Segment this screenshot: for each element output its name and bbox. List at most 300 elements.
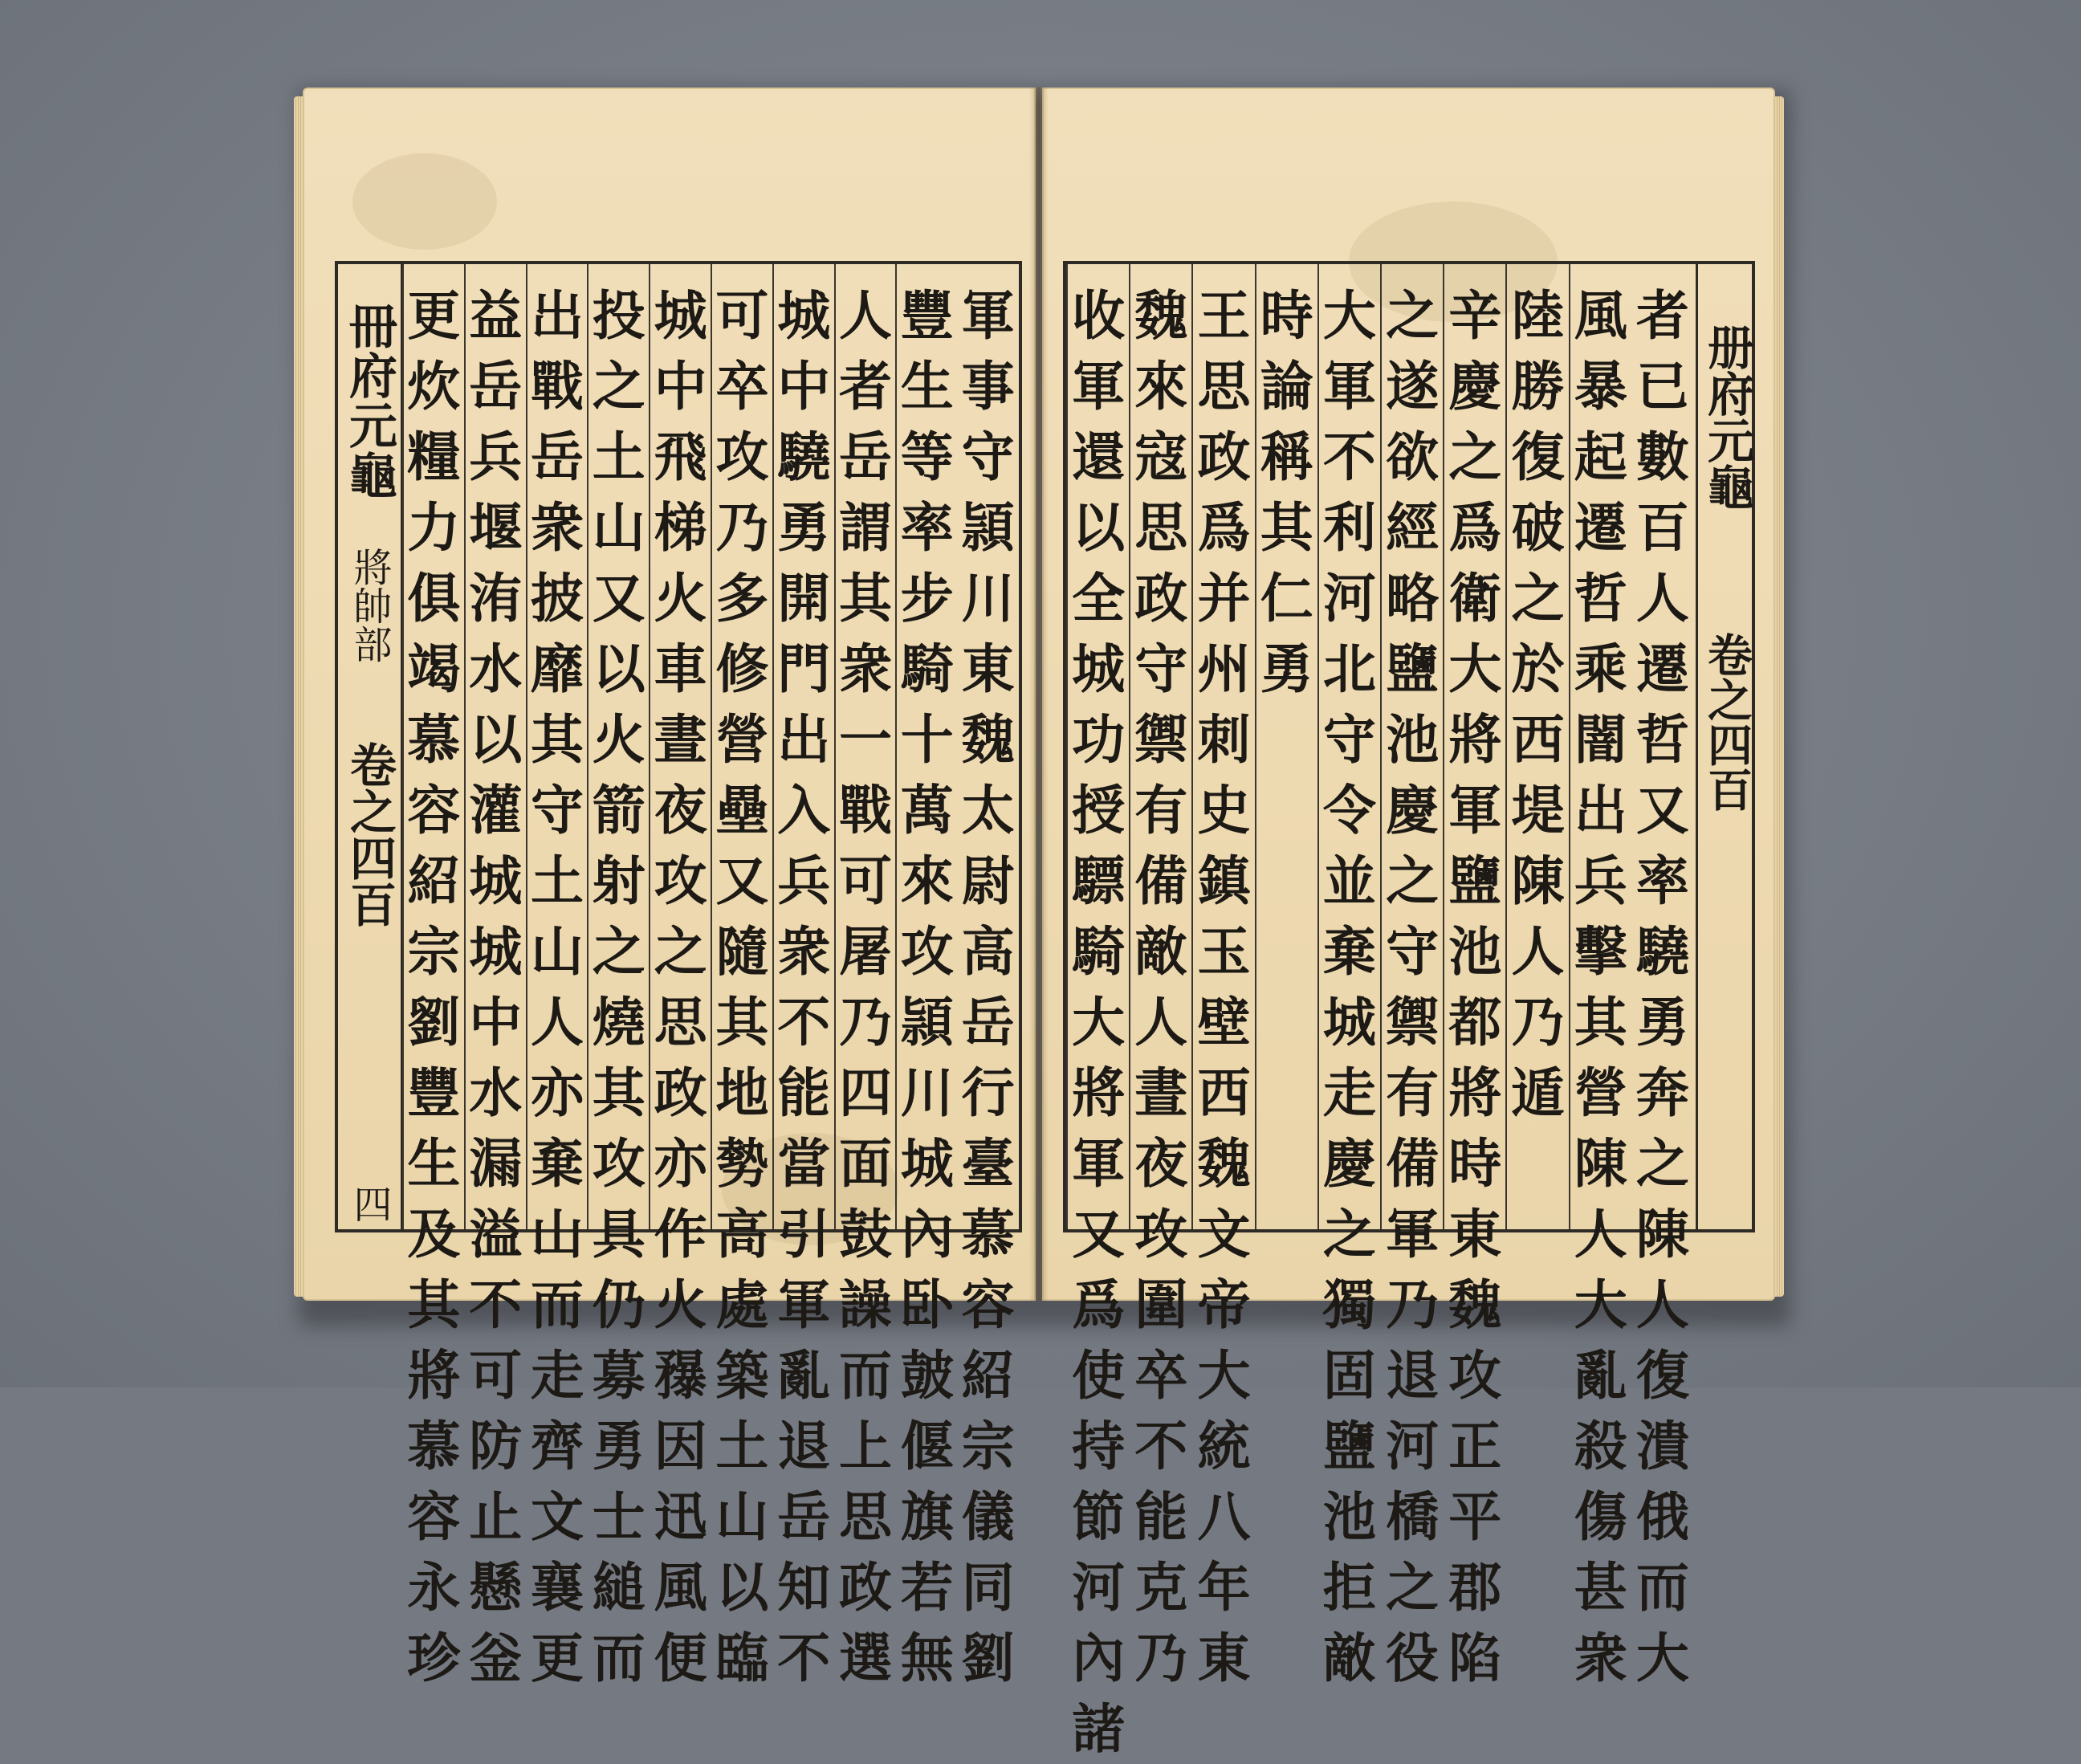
- text-character: 門: [777, 638, 831, 700]
- margin-volume: 卷之四百: [342, 741, 397, 927]
- text-character: 其: [407, 1273, 461, 1336]
- text-character: 騎: [900, 638, 954, 700]
- text-column: [649, 264, 711, 1689]
- text-character: 火: [592, 708, 645, 771]
- text-character: 走: [530, 1344, 584, 1407]
- text-character: 山: [530, 920, 584, 983]
- text-character: 竭: [407, 638, 461, 700]
- text-character: 岳: [838, 426, 892, 488]
- text-character: 使: [1072, 1344, 1126, 1407]
- text-character: 東: [1448, 1203, 1502, 1265]
- text-character: 便: [654, 1627, 707, 1689]
- text-character: 迅: [654, 1485, 707, 1548]
- text-character: 來: [900, 849, 954, 912]
- text-character: 文: [1197, 1203, 1251, 1265]
- text-character: 不: [777, 991, 831, 1053]
- text-character: 退: [777, 1415, 831, 1477]
- text-character: 洧: [469, 567, 523, 629]
- text-character: 鹽: [1386, 638, 1440, 700]
- text-character: 諸: [1072, 1697, 1126, 1760]
- text-character: 力: [407, 496, 461, 559]
- text-character: 慕: [407, 708, 461, 771]
- text-character: 以: [469, 708, 523, 771]
- text-character: 行: [961, 1061, 1015, 1124]
- text-character: 軍: [1448, 779, 1502, 841]
- text-character: 以: [715, 1556, 769, 1619]
- text-character: 而: [838, 1344, 892, 1407]
- text-character: 益: [469, 284, 523, 347]
- text-character: 修: [715, 638, 769, 700]
- text-character: 旗: [900, 1485, 954, 1548]
- right-margin-column: [1699, 264, 1755, 1229]
- text-character: 豐: [407, 1061, 461, 1124]
- text-character: 城: [469, 920, 523, 983]
- text-character: 利: [1322, 496, 1376, 559]
- text-character: 太: [961, 779, 1015, 841]
- text-character: 慶: [1448, 355, 1502, 418]
- text-character: 池: [1448, 920, 1502, 983]
- text-character: 紹: [961, 1344, 1015, 1407]
- text-character: 宗: [961, 1415, 1015, 1477]
- text-character: 哲: [1635, 708, 1689, 771]
- text-character: 人: [1635, 567, 1689, 629]
- text-character: 一: [838, 708, 892, 771]
- text-character: 城: [1072, 638, 1126, 700]
- text-character: 尉: [961, 849, 1015, 912]
- text-character: 岳: [530, 426, 584, 488]
- text-character: 東: [961, 638, 1015, 700]
- text-character: 魏: [961, 708, 1015, 771]
- text-character: 等: [900, 426, 954, 488]
- text-character: 殺: [1574, 1415, 1627, 1477]
- text-character: 政: [1134, 567, 1188, 629]
- text-character: 以: [592, 638, 645, 700]
- text-character: 衆: [838, 638, 892, 700]
- text-character: 池: [1322, 1485, 1376, 1548]
- text-character: 河: [1386, 1415, 1440, 1477]
- text-character: 功: [1072, 708, 1126, 771]
- text-character: 士: [592, 1485, 645, 1548]
- text-character: 之: [1322, 1203, 1376, 1265]
- text-character: 略: [1386, 567, 1440, 629]
- text-character: 山: [715, 1485, 769, 1548]
- text-character: 城: [900, 1132, 954, 1195]
- text-character: 之: [1635, 1132, 1689, 1195]
- text-character: 披: [530, 567, 584, 629]
- text-character: 又: [1635, 779, 1689, 841]
- text-character: 城: [777, 284, 831, 347]
- text-character: 岳: [777, 1485, 831, 1548]
- text-character: 更: [530, 1627, 584, 1689]
- text-character: 其: [1260, 496, 1313, 559]
- text-character: 文: [530, 1485, 584, 1548]
- text-character: 炊: [407, 355, 461, 418]
- text-character: 及: [407, 1203, 461, 1265]
- book-gutter: [1029, 88, 1049, 1301]
- text-character: 築: [715, 1344, 769, 1407]
- text-character: 譟: [838, 1273, 892, 1336]
- text-character: 作: [654, 1203, 707, 1265]
- text-character: 皷: [900, 1344, 954, 1407]
- text-character: 軍: [1072, 355, 1126, 418]
- text-character: 軍: [777, 1273, 831, 1336]
- margin-title: 册府元龜: [1700, 324, 1754, 510]
- text-character: 營: [1574, 1061, 1627, 1124]
- text-character: 年: [1197, 1556, 1251, 1619]
- text-character: 克: [1134, 1556, 1188, 1619]
- text-character: 謂: [838, 496, 892, 559]
- text-character: 亦: [654, 1132, 707, 1195]
- text-character: 思: [654, 991, 707, 1053]
- text-character: 攻: [900, 920, 954, 983]
- text-character: 生: [900, 355, 954, 418]
- text-character: 豐: [900, 284, 954, 347]
- text-character: 役: [1386, 1627, 1440, 1689]
- text-character: 劉: [961, 1627, 1015, 1689]
- text-character: 大: [1322, 284, 1376, 347]
- text-character: 衆: [777, 920, 831, 983]
- text-character: 兵: [777, 849, 831, 912]
- text-character: 爲: [1072, 1273, 1126, 1336]
- text-character: 入: [777, 779, 831, 841]
- text-character: 臺: [961, 1132, 1015, 1195]
- text-character: 西: [1197, 1061, 1251, 1124]
- text-character: 事: [961, 355, 1015, 418]
- text-character: 高: [715, 1203, 769, 1265]
- text-character: 內: [900, 1203, 954, 1265]
- text-character: 備: [1134, 849, 1188, 912]
- text-character: 來: [1134, 355, 1188, 418]
- text-character: 破: [1511, 496, 1565, 559]
- text-character: 人: [1511, 920, 1565, 983]
- margin-rule: [1696, 264, 1698, 1229]
- text-character: 當: [777, 1132, 831, 1195]
- text-character: 以: [1072, 496, 1126, 559]
- text-character: 防: [469, 1415, 523, 1477]
- text-character: 暴: [1574, 355, 1627, 418]
- text-character: 遂: [1386, 355, 1440, 418]
- text-character: 土: [592, 426, 645, 488]
- text-character: 頴: [900, 991, 954, 1053]
- right-text-frame: [1063, 261, 1755, 1760]
- text-column: [1191, 264, 1254, 1689]
- text-character: 驍: [777, 426, 831, 488]
- text-column: [1066, 264, 1129, 1760]
- text-character: 懸: [469, 1556, 523, 1619]
- margin-folio: 四: [347, 1184, 392, 1223]
- text-character: 刺: [1197, 708, 1251, 771]
- text-character: 容: [407, 779, 461, 841]
- text-character: 風: [1574, 284, 1627, 347]
- text-character: 能: [1134, 1485, 1188, 1548]
- text-character: 者: [838, 355, 892, 418]
- text-character: 風: [654, 1556, 707, 1619]
- text-character: 劉: [407, 991, 461, 1053]
- text-character: 䂍: [654, 1344, 707, 1407]
- text-character: 慶: [1322, 1132, 1376, 1195]
- text-character: 軍: [1386, 1203, 1440, 1265]
- text-character: 潰: [1635, 1415, 1689, 1477]
- text-character: 之: [1386, 1556, 1440, 1619]
- text-character: 飛: [654, 426, 707, 488]
- text-character: 出: [777, 708, 831, 771]
- text-character: 萬: [900, 779, 954, 841]
- text-character: 燒: [592, 991, 645, 1053]
- text-character: 縋: [592, 1556, 645, 1619]
- text-character: 復: [1635, 1344, 1689, 1407]
- text-character: 兵: [469, 426, 523, 488]
- text-character: 鹽: [1322, 1415, 1376, 1477]
- text-character: 之: [592, 355, 645, 418]
- text-character: 中: [777, 355, 831, 418]
- text-character: 夜: [654, 779, 707, 841]
- text-character: 卧: [900, 1273, 954, 1336]
- text-character: 火: [654, 567, 707, 629]
- text-column: [1317, 264, 1380, 1689]
- text-character: 思: [1134, 496, 1188, 559]
- text-character: 開: [777, 567, 831, 629]
- text-character: 魏: [1448, 1273, 1502, 1336]
- text-character: 川: [900, 1061, 954, 1124]
- text-character: 稱: [1260, 426, 1313, 488]
- text-character: 靡: [530, 638, 584, 700]
- text-character: 鹽: [1448, 849, 1502, 912]
- text-character: 若: [900, 1556, 954, 1619]
- text-character: 者: [1635, 284, 1689, 347]
- text-character: 都: [1448, 991, 1502, 1053]
- text-character: 攻: [715, 426, 769, 488]
- text-character: 之: [1448, 426, 1502, 488]
- text-character: 之: [1386, 849, 1440, 912]
- text-character: 持: [1072, 1415, 1126, 1477]
- text-character: 數: [1635, 426, 1689, 488]
- text-character: 軍: [1072, 1132, 1126, 1195]
- text-character: 人: [1134, 991, 1188, 1053]
- text-character: 止: [469, 1485, 523, 1548]
- text-character: 還: [1072, 426, 1126, 488]
- text-character: 棄: [1322, 920, 1376, 983]
- text-character: 之: [592, 920, 645, 983]
- text-character: 壁: [1197, 991, 1251, 1053]
- text-character: 其: [1574, 991, 1627, 1053]
- text-column: [1569, 264, 1631, 1689]
- text-character: 陳: [1635, 1203, 1689, 1265]
- text-character: 令: [1322, 779, 1376, 841]
- text-character: 乃: [1386, 1273, 1440, 1336]
- text-character: 時: [1260, 284, 1313, 347]
- text-character: 慶: [1386, 779, 1440, 841]
- text-character: 又: [592, 567, 645, 629]
- text-character: 車: [654, 638, 707, 700]
- text-column: [1255, 264, 1317, 1229]
- text-character: 卒: [715, 355, 769, 418]
- text-character: 政: [1197, 426, 1251, 488]
- text-character: 攻: [1448, 1344, 1502, 1407]
- text-character: 圍: [1134, 1273, 1188, 1336]
- text-character: 八: [1197, 1485, 1251, 1548]
- text-character: 哲: [1574, 567, 1627, 629]
- text-character: 授: [1072, 779, 1126, 841]
- text-character: 岳: [961, 991, 1015, 1053]
- text-character: 百: [1635, 496, 1689, 559]
- text-character: 其: [592, 1061, 645, 1124]
- text-character: 攻: [1134, 1203, 1188, 1265]
- text-character: 梯: [654, 496, 707, 559]
- text-character: 夜: [1134, 1132, 1188, 1195]
- text-character: 史: [1197, 779, 1251, 841]
- text-character: 大: [1574, 1273, 1627, 1336]
- text-character: 退: [1386, 1344, 1440, 1407]
- text-character: 乃: [838, 991, 892, 1053]
- text-character: 有: [1134, 779, 1188, 841]
- text-character: 中: [654, 355, 707, 418]
- text-character: 不: [777, 1627, 831, 1689]
- text-character: 齊: [530, 1415, 584, 1477]
- text-character: 於: [1511, 638, 1565, 700]
- text-character: 陳: [1574, 1132, 1627, 1195]
- text-character: 多: [715, 567, 769, 629]
- text-character: 同: [961, 1556, 1015, 1619]
- left-text-frame: [335, 261, 1022, 1689]
- text-character: 可: [469, 1344, 523, 1407]
- text-character: 俄: [1635, 1485, 1689, 1548]
- text-character: 固: [1322, 1344, 1376, 1407]
- text-character: 壘: [715, 779, 769, 841]
- text-character: 并: [1197, 567, 1251, 629]
- text-character: 復: [1511, 426, 1565, 488]
- text-character: 守: [1386, 920, 1440, 983]
- text-character: 守: [1134, 638, 1188, 700]
- text-character: 步: [900, 567, 954, 629]
- margin-volume: 卷之四百: [1700, 632, 1753, 812]
- text-character: 攻: [654, 849, 707, 912]
- text-character: 思: [1197, 355, 1251, 418]
- text-character: 擊: [1574, 920, 1627, 983]
- text-character: 思: [838, 1485, 892, 1548]
- text-character: 衛: [1448, 567, 1502, 629]
- text-character: 土: [530, 849, 584, 912]
- text-character: 敵: [1322, 1627, 1376, 1689]
- text-character: 拒: [1322, 1556, 1376, 1619]
- text-character: 之: [654, 920, 707, 983]
- text-character: 之: [1511, 567, 1565, 629]
- text-character: 亂: [1574, 1344, 1627, 1407]
- text-character: 城: [654, 284, 707, 347]
- text-character: 營: [715, 708, 769, 771]
- text-character: 備: [1386, 1132, 1440, 1195]
- text-character: 遷: [1635, 638, 1689, 700]
- text-character: 起: [1574, 426, 1627, 488]
- text-character: 儀: [961, 1485, 1015, 1548]
- text-character: 生: [407, 1132, 461, 1195]
- text-character: 已: [1635, 355, 1689, 418]
- text-character: 投: [592, 284, 645, 347]
- text-character: 而: [1635, 1556, 1689, 1619]
- text-character: 將: [1448, 1061, 1502, 1124]
- text-character: 帝: [1197, 1273, 1251, 1336]
- text-character: 騎: [1072, 920, 1126, 983]
- text-column: [402, 264, 464, 1689]
- text-character: 守: [961, 426, 1015, 488]
- text-character: 上: [838, 1415, 892, 1477]
- text-character: 政: [838, 1556, 892, 1619]
- text-character: 戰: [838, 779, 892, 841]
- text-character: 慕: [407, 1415, 461, 1477]
- text-character: 甚: [1574, 1556, 1627, 1619]
- text-character: 棄: [530, 1132, 584, 1195]
- text-character: 不: [1322, 426, 1376, 488]
- text-character: 戰: [530, 355, 584, 418]
- text-character: 山: [530, 1203, 584, 1265]
- text-character: 面: [838, 1132, 892, 1195]
- text-character: 城: [469, 849, 523, 912]
- text-character: 隨: [715, 920, 769, 983]
- text-character: 收: [1072, 284, 1126, 347]
- text-character: 西: [1511, 708, 1565, 771]
- text-character: 臨: [715, 1627, 769, 1689]
- text-character: 人: [838, 284, 892, 347]
- text-character: 乃: [715, 496, 769, 559]
- text-character: 晝: [1134, 1061, 1188, 1124]
- text-character: 河: [1072, 1556, 1126, 1619]
- text-character: 仁: [1260, 567, 1313, 629]
- text-character: 處: [715, 1273, 769, 1336]
- text-character: 出: [1574, 779, 1627, 841]
- text-character: 欲: [1386, 426, 1440, 488]
- text-character: 率: [900, 496, 954, 559]
- text-character: 禦: [1134, 708, 1188, 771]
- paper-stain: [352, 153, 497, 250]
- text-column: [1380, 264, 1443, 1689]
- text-character: 出: [530, 284, 584, 347]
- text-character: 內: [1072, 1627, 1126, 1689]
- text-character: 驃: [1072, 849, 1126, 912]
- text-character: 並: [1322, 849, 1376, 912]
- text-character: 大: [1448, 638, 1502, 700]
- text-character: 溢: [469, 1203, 523, 1265]
- text-character: 火: [654, 1273, 707, 1336]
- text-character: 將: [1448, 708, 1502, 771]
- text-character: 可: [838, 849, 892, 912]
- text-character: 不: [1134, 1415, 1188, 1477]
- text-character: 勇: [592, 1415, 645, 1477]
- text-character: 大: [1197, 1344, 1251, 1407]
- text-character: 土: [715, 1415, 769, 1477]
- text-character: 池: [1386, 708, 1440, 771]
- text-character: 辛: [1448, 284, 1502, 347]
- text-character: 其: [715, 991, 769, 1053]
- text-character: 勇: [1635, 991, 1689, 1053]
- text-character: 北: [1322, 638, 1376, 700]
- text-character: 其: [838, 567, 892, 629]
- text-character: 玉: [1197, 920, 1251, 983]
- text-character: 容: [961, 1273, 1015, 1336]
- text-column: [711, 264, 772, 1689]
- text-character: 岳: [469, 355, 523, 418]
- text-character: 政: [654, 1061, 707, 1124]
- text-character: 乃: [1134, 1627, 1188, 1689]
- text-character: 募: [592, 1344, 645, 1407]
- text-character: 堰: [469, 496, 523, 559]
- text-character: 襄: [530, 1556, 584, 1619]
- text-character: 山: [592, 496, 645, 559]
- text-character: 闇: [1574, 708, 1627, 771]
- text-character: 東: [1197, 1627, 1251, 1689]
- text-character: 魏: [1197, 1132, 1251, 1195]
- text-character: 陷: [1448, 1627, 1502, 1689]
- text-column: [1631, 264, 1694, 1689]
- text-character: 之: [1386, 284, 1440, 347]
